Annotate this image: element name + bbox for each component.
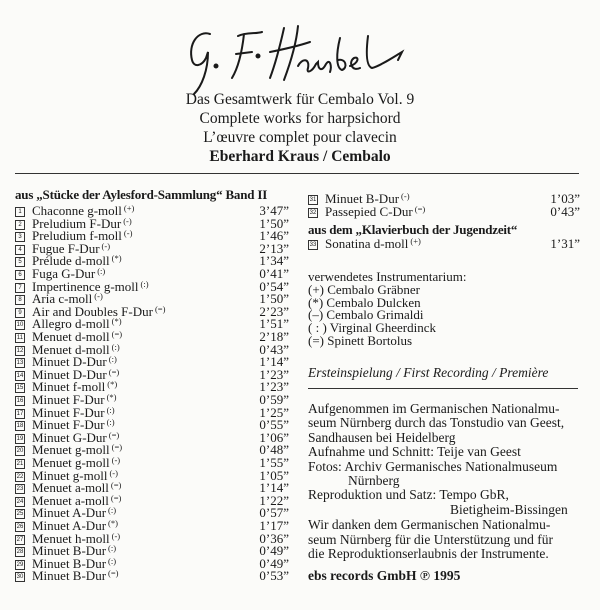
track-number-box: 9 [15, 308, 25, 318]
track-duration: 1’50” [259, 215, 289, 231]
track-title: Sonatina d-moll [325, 236, 409, 251]
track-title: Menuet g-moll [32, 442, 110, 458]
instrument-mark: (:) [108, 543, 117, 554]
credits-divider [308, 388, 578, 389]
credit-repro: Reproduktion und Satz: Tempo GbR, [308, 487, 509, 503]
credit-photos: Fotos: Archiv Germanisches Nationalmuseum [308, 458, 558, 474]
track-number-box: 27 [16, 536, 24, 543]
title-block [100, 90, 500, 166]
track-number-box: 20 [16, 448, 24, 455]
instrument-mark: (-) [111, 455, 121, 465]
instrument-mark: (:) [106, 404, 115, 415]
track-duration: 2’13” [259, 240, 289, 256]
track-number-box: 29 [16, 561, 24, 568]
credit-thanks: seum Nürnberg für die Unterstützung und für [308, 531, 553, 547]
track-duration: 0’57” [259, 505, 289, 521]
track-duration: 1’23” [259, 366, 289, 382]
credit-thanks: Wir danken dem Germanischen Nationalmu- [308, 517, 551, 533]
first-recording-note: Ersteinspielung / First Recording / Première [308, 365, 549, 380]
track-duration: 0’41” [259, 266, 289, 281]
instrument-mark: (=) [111, 442, 123, 453]
track-duration: 1’17” [259, 518, 289, 533]
track-title: Menuet d-moll [32, 329, 110, 344]
track-duration: 0’49” [259, 543, 289, 559]
track-title: Minuet D-Dur [32, 354, 107, 370]
credit-recorded: seum Nürnberg durch das Tonstudio van Geest, [308, 415, 565, 431]
track-duration: 3’47” [259, 203, 289, 218]
track-duration: 1’51” [259, 316, 289, 332]
track-title: Menuet h-moll [32, 530, 110, 546]
instrument-item: (+) Cembalo Gräbner [308, 281, 421, 297]
track-number-box: 14 [16, 372, 24, 379]
track-title: Allegro d-moll [32, 316, 110, 332]
track-title: Minuet F-Dur [32, 417, 105, 433]
track-number-box: 24 [16, 498, 24, 505]
instrument-mark: (:) [108, 354, 117, 365]
track-duration: 1’14” [259, 480, 289, 496]
instrument-mark: (:) [108, 505, 117, 516]
track-title: Fuga G-Dur [32, 266, 96, 281]
instrument-mark: (:) [97, 266, 106, 276]
track-title: Minuet B-Dur [325, 191, 400, 206]
instrument-mark: (+) [123, 203, 135, 213]
track-title: Passepied C-Dur [325, 203, 413, 219]
track-duration: 1’50” [259, 291, 289, 307]
track-row [15, 570, 289, 583]
track-duration: 2’23” [259, 303, 289, 319]
track-title: Fugue F-Dur [32, 240, 100, 256]
track-number-box: 19 [16, 435, 24, 442]
track-duration: 1’23” [259, 379, 289, 395]
track-duration: 1’14” [259, 354, 289, 370]
track-title: Preludium F-Dur [32, 215, 122, 231]
track-number-box: 13 [16, 360, 24, 367]
instrument-mark: (=) [414, 203, 426, 214]
track-duration: 0’54” [259, 278, 289, 294]
track-title: Preludium f-moll [32, 228, 122, 244]
track-title: Menuet g-moll [32, 455, 110, 470]
credit-recorded: Aufgenommen im Germanischen Nationalmu- [308, 401, 560, 416]
track-duration: 0’49” [259, 555, 289, 571]
track-title: Minuet A-Dur [32, 505, 107, 521]
instrument-mark: (-) [109, 467, 118, 478]
instrument-mark: (=) [108, 366, 120, 377]
section-heading-klavierbuch: aus dem „Klavierbuch der Jugendzeit“ [308, 222, 518, 237]
track-title: Minuet B-Dur [32, 568, 107, 584]
track-title: Prélude d-moll [32, 253, 110, 269]
track-number-box: 2 [15, 220, 25, 230]
track-title: Menuet a-moll [32, 480, 109, 496]
instrument-mark: (=) [108, 429, 120, 440]
instrument-mark: (-) [123, 215, 132, 226]
track-title: Minuet g-moll [32, 467, 108, 483]
track-duration: 1’22” [259, 492, 289, 508]
instrument-mark: (:) [106, 417, 115, 428]
instrument-mark: (=) [108, 568, 119, 579]
track-duration: 1’34” [259, 253, 289, 269]
track-duration: 1’06” [259, 429, 289, 445]
track-number-box: 33 [309, 242, 317, 248]
title-french: L’œuvre complet pour clavecin [203, 129, 397, 146]
credit-thanks: die Reproduktionserlaubnis der Instrumente. [308, 546, 549, 562]
track-number-box: 10 [16, 322, 24, 329]
track-number-box: 6 [15, 270, 25, 280]
title-german: Das Gesamtwerk für Cembalo Vol. 9 [185, 91, 415, 108]
track-duration: 1’25” [259, 404, 289, 420]
track-title: Minuet A-Dur [32, 518, 107, 533]
track-number-box: 32 [309, 209, 317, 216]
track-duration: 0’55” [259, 417, 289, 433]
track-number-box: 16 [16, 398, 24, 404]
track-title: Minuet B-Dur [32, 543, 107, 559]
track-number-box: 22 [16, 473, 24, 480]
track-title: Minuet D-Dur [32, 366, 107, 382]
track-duration: 0’59” [259, 392, 289, 407]
instruments-heading: verwendetes Instrumentarium: [308, 269, 467, 284]
instrument-mark: (:) [108, 555, 117, 566]
track-duration: 0’53” [259, 568, 289, 584]
track-duration: 1’55” [259, 455, 289, 470]
instrument-mark: (-) [94, 291, 103, 302]
track-title: Impertinence g-moll [32, 278, 139, 294]
track-title: Chaconne g-moll [32, 203, 122, 218]
credit-photos: Nürnberg [348, 473, 400, 489]
track-title: Minuet G-Dur [32, 429, 107, 445]
instruments-block [308, 271, 466, 348]
track-number-box: 21 [16, 461, 24, 467]
instrument-mark: (:) [111, 341, 120, 352]
track-duration: 1’05” [259, 467, 289, 483]
track-row [308, 238, 580, 251]
track-number-box: 23 [16, 486, 24, 493]
track-number-box: 7 [15, 283, 25, 293]
track-number-box: 25 [16, 511, 24, 518]
track-number-box: 5 [15, 257, 25, 267]
track-number-box: 31 [309, 197, 317, 203]
track-duration: 2’18” [259, 329, 289, 344]
track-title: Minuet F-Dur [32, 404, 105, 420]
track-title: Air and Doubles F-Dur [32, 303, 153, 319]
track-title: Menuet a-moll [32, 492, 109, 508]
track-number-box: 18 [16, 423, 24, 430]
track-title: Aria c-moll [32, 291, 93, 307]
track-title: Minuet f-moll [32, 379, 106, 395]
track-number-box: 4 [15, 245, 25, 255]
track-number-box: 1 [15, 207, 25, 217]
instrument-mark: (-) [101, 240, 111, 251]
instrument-mark: (-) [401, 191, 410, 201]
track-title: Menuet d-moll [32, 341, 110, 357]
section-heading-aylesford: aus „Stücke der Aylesford-Sammlung“ Band II [15, 187, 268, 202]
header-divider [15, 173, 579, 174]
instrument-mark: (=) [154, 303, 166, 314]
track-duration: 1’31” [550, 236, 580, 251]
track-number-box: 12 [16, 347, 24, 354]
track-duration: 0’48” [259, 442, 289, 458]
instrument-item: (=) Spinett Bortolus [308, 332, 413, 348]
credit-repro: Bietigheim-Bissingen [450, 501, 568, 517]
instrument-mark: (+) [410, 236, 421, 246]
instrument-mark: (*) [108, 518, 118, 528]
instrument-mark: (-) [111, 530, 121, 541]
instrument-item: (–) Cembalo Grimaldi [308, 307, 424, 323]
instrument-mark: (*) [111, 316, 122, 327]
credits-block [308, 402, 580, 584]
track-number-box: 28 [16, 549, 24, 556]
instrument-item: ( : ) Virginal Gheerdinck [308, 320, 436, 336]
credit-recorded: Sandhausen bei Heidelberg [308, 429, 456, 445]
instrument-mark: (=) [110, 480, 122, 491]
instrument-item: (*) Cembalo Dulcken [308, 294, 421, 310]
instrument-mark: (*) [111, 253, 122, 264]
instrument-mark: (*) [107, 379, 118, 390]
track-number-box: 30 [16, 574, 24, 581]
track-title: Minuet B-Dur [32, 555, 107, 571]
instrument-mark: (=) [111, 329, 123, 339]
track-duration: 1’03” [550, 191, 580, 206]
label-copyright: ebs records GmbH ℗ 1995 [308, 568, 461, 584]
track-number-box: 15 [16, 385, 24, 392]
track-duration: 0’36” [259, 530, 289, 546]
credit-engineer: Aufnahme und Schnitt: Teije van Geest [308, 444, 521, 460]
title-english: Complete works for harpsichord [199, 110, 401, 127]
instrument-mark: (*) [106, 392, 117, 402]
track-duration: 0’43” [259, 341, 289, 357]
track-number-box: 17 [16, 410, 24, 417]
track-duration: 0’43” [550, 203, 580, 219]
track-number-box: 8 [15, 295, 25, 305]
track-title: Minuet F-Dur [32, 392, 105, 407]
track-duration: 1’46” [259, 228, 289, 244]
track-number-box: 26 [16, 524, 24, 530]
instrument-mark: (-) [123, 228, 133, 239]
track-number-box: 3 [15, 232, 25, 242]
handel-signature-logo [180, 22, 420, 97]
instrument-mark: (=) [110, 492, 122, 503]
performer: Eberhard Kraus / Cembalo [209, 148, 391, 165]
track-row [308, 203, 580, 219]
instrument-mark: (:) [140, 278, 149, 289]
track-number-box: 11 [16, 335, 24, 341]
